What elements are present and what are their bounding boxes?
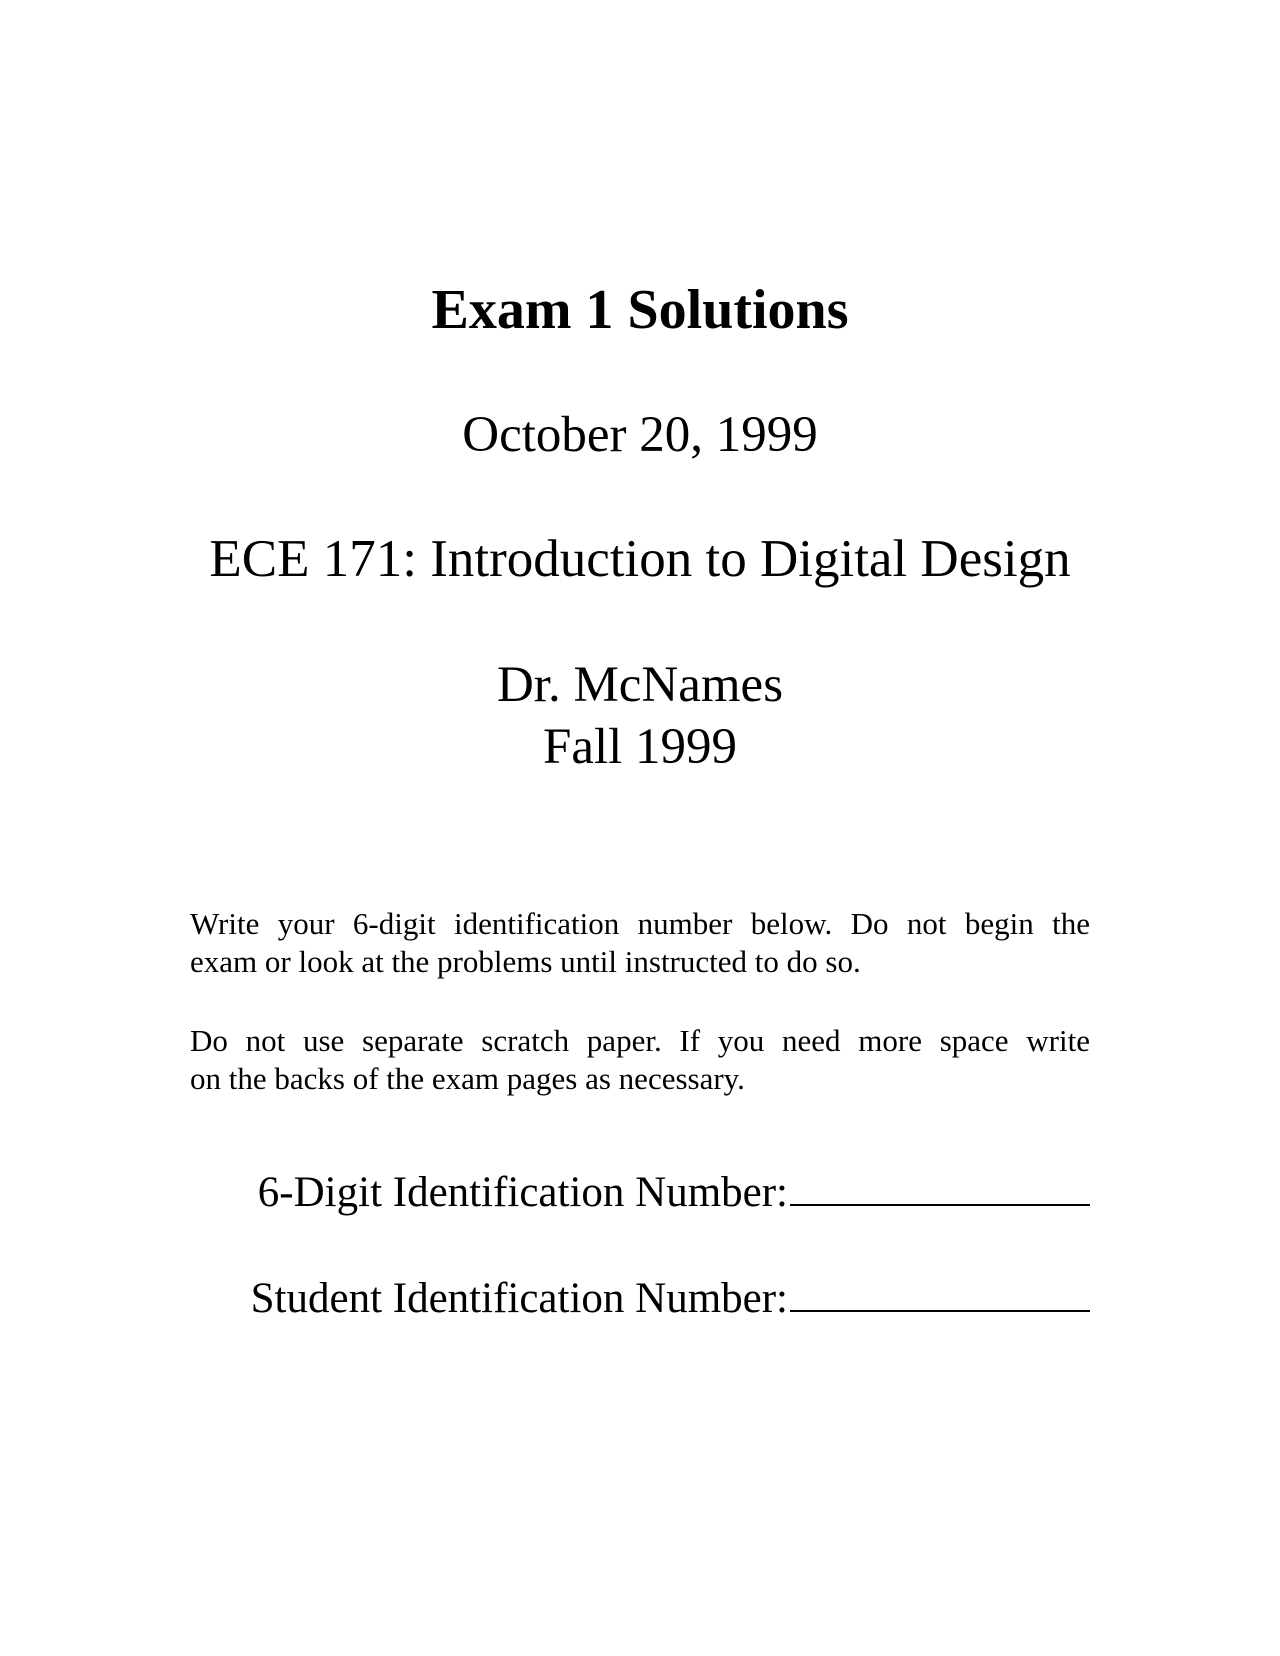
course-title: ECE 171: Introduction to Digital Design <box>209 530 1071 588</box>
instructions-paragraph-2 <box>190 1022 1090 1098</box>
instructions-line: Do not use separate scratch paper. If you need more space write <box>190 1023 1090 1058</box>
instructions-paragraph-1 <box>190 905 1090 981</box>
student-id-label: Student Identification Number: <box>250 1275 788 1322</box>
student-id-field <box>251 1274 1090 1320</box>
instructor-name: Dr. McNames <box>496 657 784 713</box>
exam-title: Exam 1 Solutions <box>431 279 849 341</box>
six-digit-id-blank[interactable] <box>790 1168 1090 1206</box>
student-id-blank[interactable] <box>790 1274 1090 1312</box>
six-digit-id-field <box>258 1168 1090 1214</box>
six-digit-id-label: 6-Digit Identification Number: <box>257 1169 788 1216</box>
exam-date: October 20, 1999 <box>462 407 818 463</box>
instructions-line: on the backs of the exam pages as necessary. <box>190 1061 745 1096</box>
instructions-line: Write your 6-digit identification number below. Do not begin the <box>190 906 1090 941</box>
term: Fall 1999 <box>542 719 738 775</box>
instructions-line: exam or look at the problems until instructed to do so. <box>190 944 861 979</box>
